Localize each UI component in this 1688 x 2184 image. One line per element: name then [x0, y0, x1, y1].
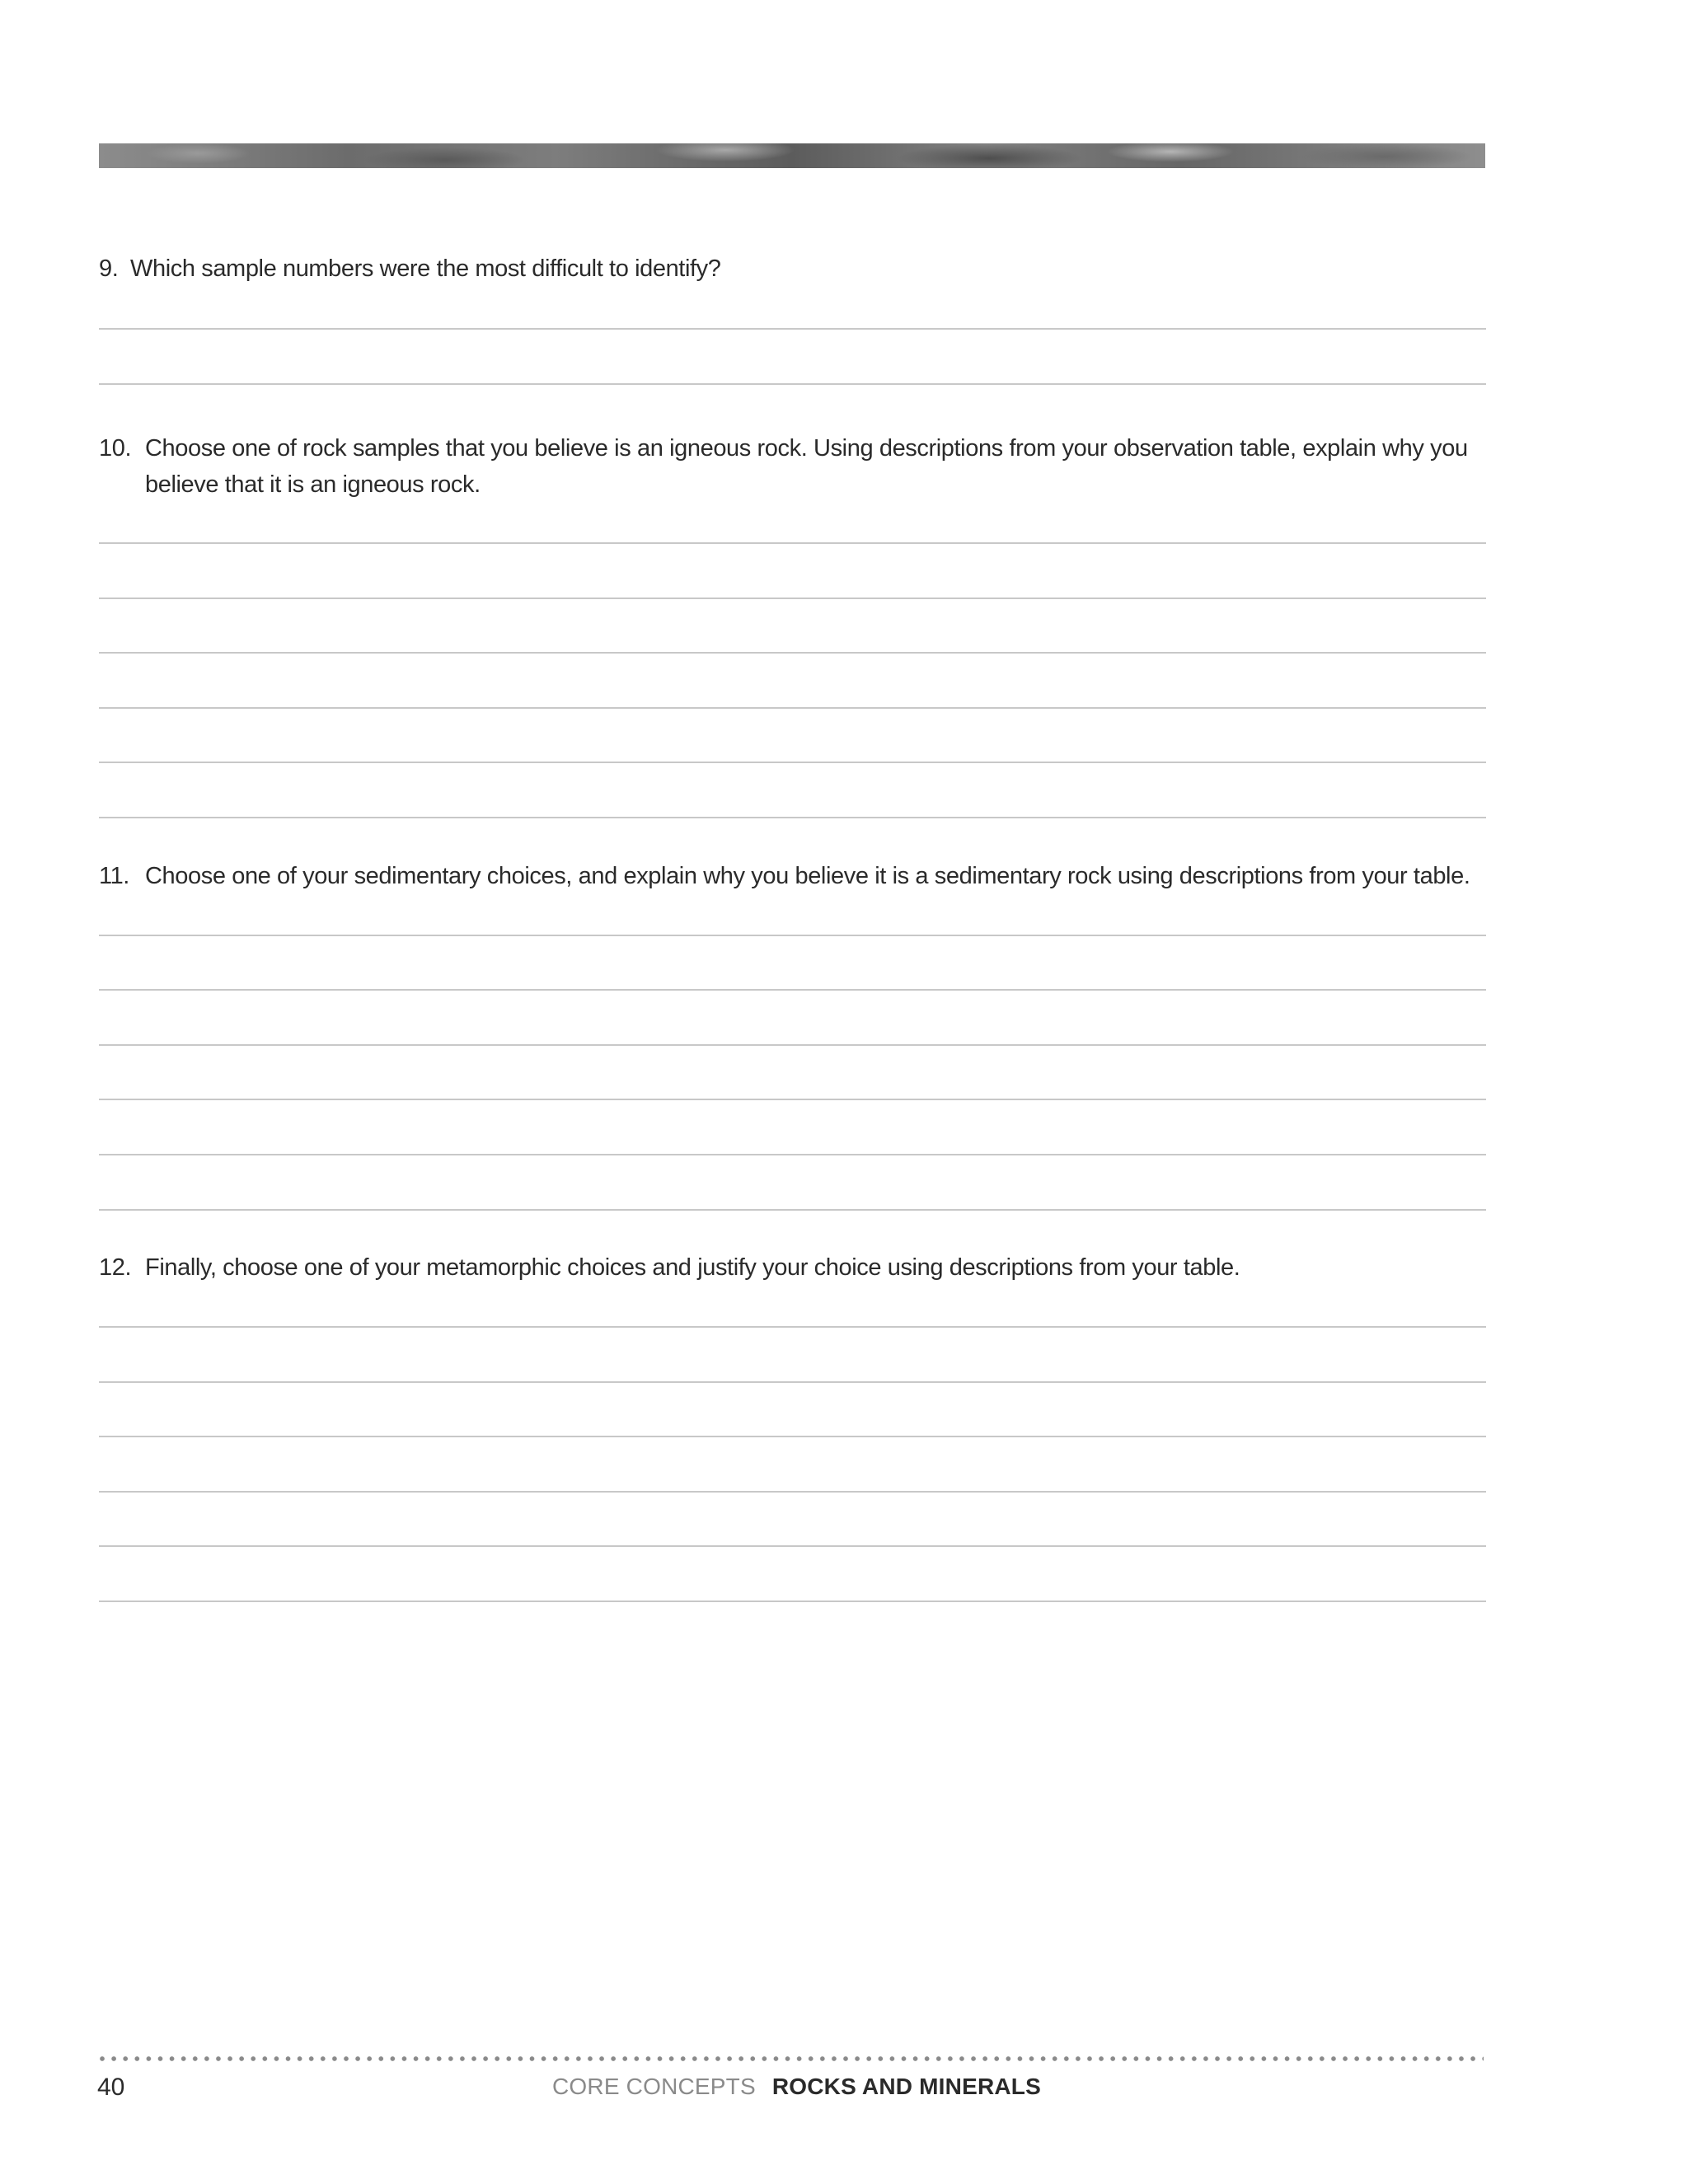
answer-line[interactable] — [99, 1326, 1486, 1328]
series-name: CORE CONCEPTS — [552, 2074, 756, 2099]
answer-line[interactable] — [99, 383, 1486, 385]
answer-line[interactable] — [99, 1491, 1486, 1493]
answer-line[interactable] — [99, 1601, 1486, 1602]
question-number: 10. — [99, 435, 132, 462]
footer-running-title — [552, 2074, 1041, 2100]
question-12 — [99, 1249, 1485, 1286]
answer-line[interactable] — [99, 935, 1486, 936]
answer-line[interactable] — [99, 1044, 1486, 1046]
answer-line[interactable] — [99, 1099, 1486, 1100]
answer-line[interactable] — [99, 762, 1486, 763]
answer-line[interactable] — [99, 1545, 1486, 1547]
answer-line[interactable] — [99, 817, 1486, 818]
answer-line[interactable] — [99, 1436, 1486, 1437]
answer-line[interactable] — [99, 1154, 1486, 1155]
book-title: ROCKS AND MINERALS — [771, 2074, 1041, 2099]
question-text: Which sample numbers were the most difficult to identify? — [130, 255, 721, 282]
answer-line[interactable] — [99, 542, 1486, 544]
question-number: 11. — [99, 863, 129, 889]
question-text: Finally, choose one of your metamorphic choices and justify your choice using descriptions from your table. — [145, 1254, 1240, 1281]
footer-dotted-rule — [99, 2055, 1484, 2062]
answer-line[interactable] — [99, 989, 1486, 991]
question-number: 12. — [99, 1254, 132, 1281]
answer-line[interactable] — [99, 1209, 1486, 1211]
answer-line[interactable] — [99, 328, 1486, 330]
question-text: Choose one of rock samples that you believe is an igneous rock. Using descriptions from your observation table, explain why you believe that it is an igneous rock. — [145, 435, 1468, 498]
answer-line[interactable] — [99, 598, 1486, 599]
question-10 — [99, 430, 1485, 503]
question-9 — [99, 251, 1485, 287]
answer-line[interactable] — [99, 652, 1486, 654]
question-text: Choose one of your sedimentary choices, and explain why you believe it is a sedimentary rock using descriptions from your table. — [145, 863, 1470, 889]
question-number: 9. — [99, 255, 119, 282]
rock-texture-banner — [99, 143, 1485, 168]
page-number: 40 — [97, 2074, 125, 2101]
answer-line[interactable] — [99, 1381, 1486, 1383]
question-11 — [99, 858, 1485, 894]
answer-line[interactable] — [99, 707, 1486, 709]
